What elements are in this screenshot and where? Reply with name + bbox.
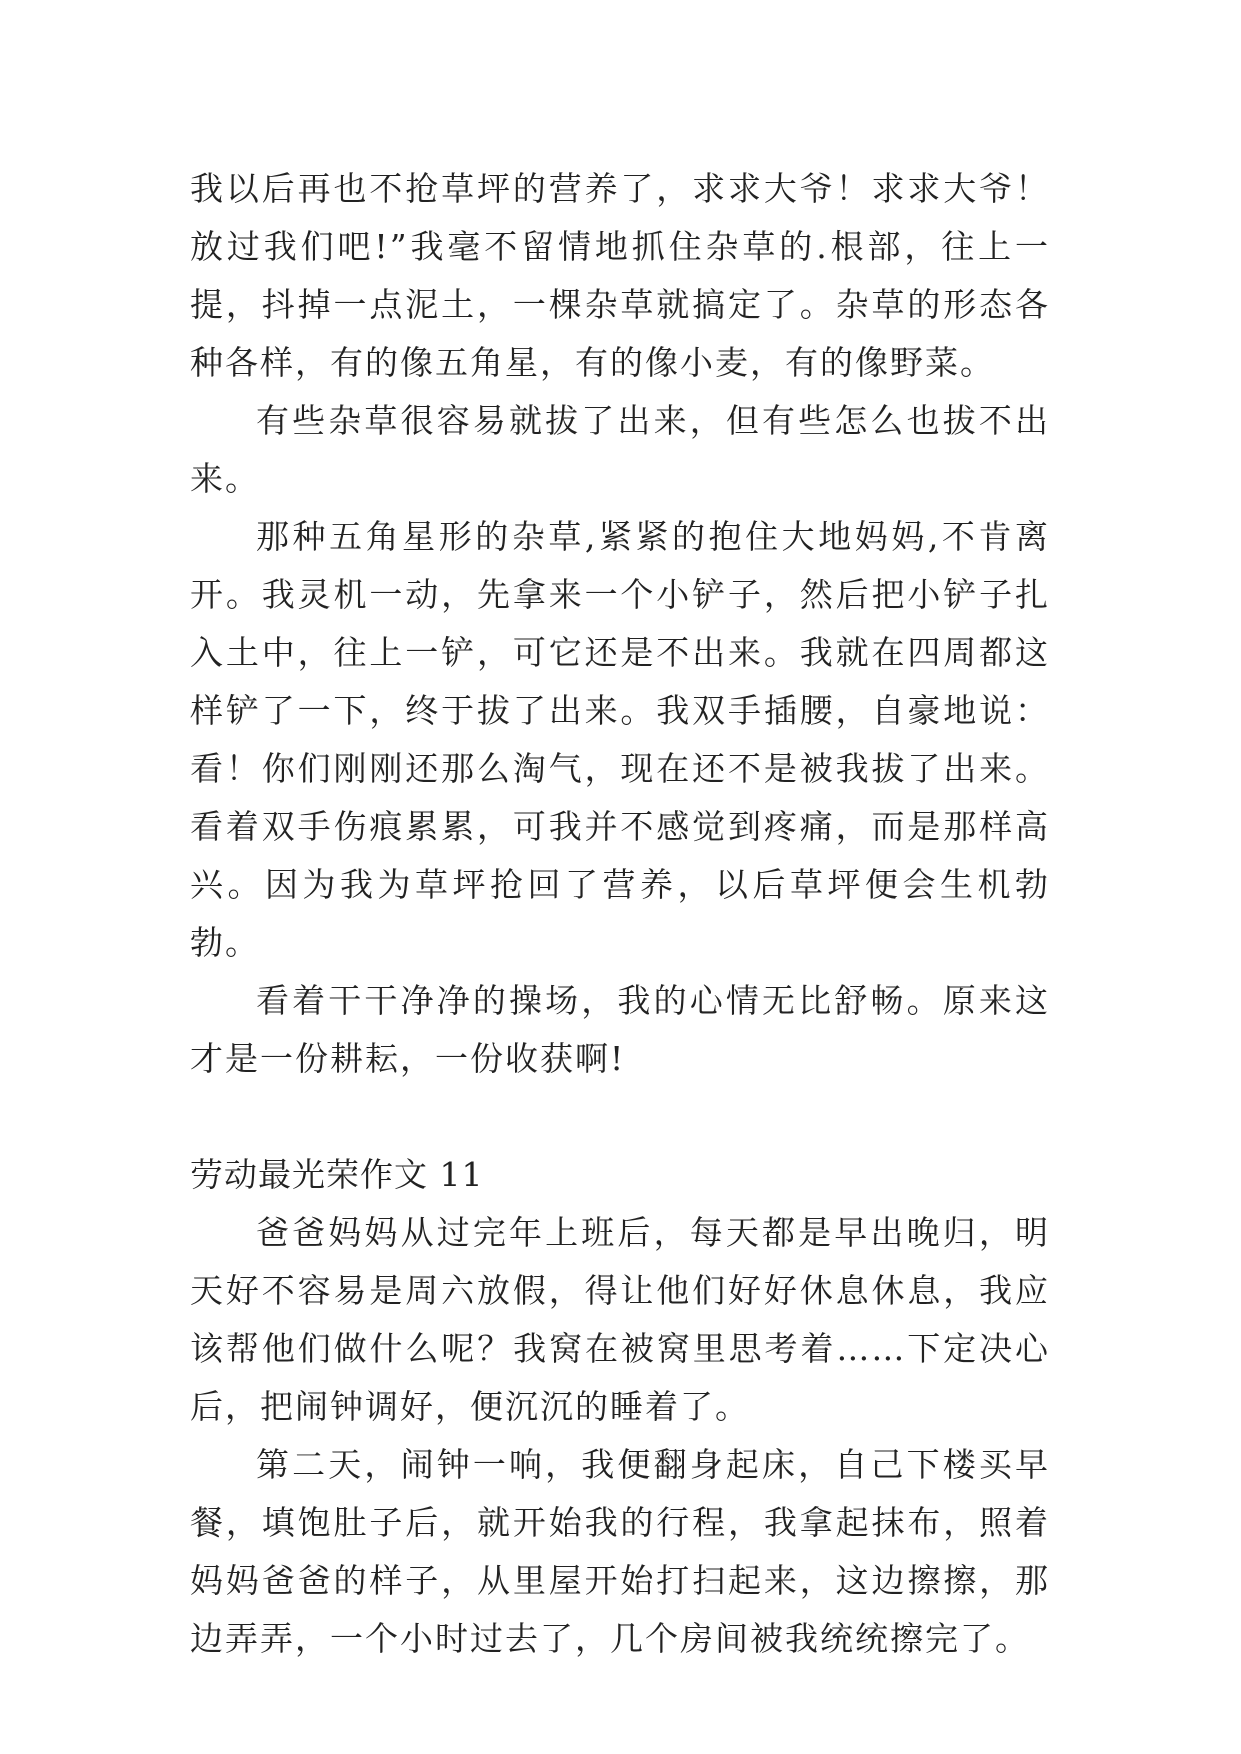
paragraph: 那种五角星形的杂草,紧紧的抱住大地妈妈,不肯离开。我灵机一动，先拿来一个小铲子，然后把小铲子扎入土中，往上一铲，可它还是不出来。我就在四周都这样铲了一下，终于拔了出来。我双手插腰，自豪地说：看！你们刚刚还那么淘气，现在还不是被我拔了出来。看着双手伤痕累累，可我并不感觉到疼痛，而是那样高兴。因为我为草坪抢回了营养，以后草坪便会生机勃勃。 (190, 517, 1050, 962)
section-title: 劳动最光荣作文 11 (190, 1155, 484, 1194)
paragraph: 有些杂草很容易就拔了出来，但有些怎么也拔不出来。 (190, 401, 1050, 498)
paragraph-continued: 我以后再也不抢草坪的营养了，求求大爷！求求大爷！放过我们吧!”我毫不留情地抓住杂草的.根部，往上一提，抖掉一点泥土，一棵杂草就搞定了。杂草的形态各种各样，有的像五角星，有的像小麦，有的像野菜。 (190, 169, 1050, 382)
paragraph: 第二天，闹钟一响，我便翻身起床，自己下楼买早餐，填饱肚子后，就开始我的行程，我拿起抹布，照着妈妈爸爸的样子，从里屋开始打扫起来，这边擦擦，那边弄弄，一个小时过去了，几个房间被我统统擦完了。 (190, 1445, 1050, 1658)
paragraph: 爸爸妈妈从过完年上班后，每天都是早出晚归，明天好不容易是周六放假，得让他们好好休息休息，我应该帮他们做什么呢？我窝在被窝里思考着……下定决心后，把闹钟调好，便沉沉的睡着了。 (190, 1213, 1050, 1426)
paragraph: 看着干干净净的操场，我的心情无比舒畅。原来这才是一份耕耘，一份收获啊! (190, 981, 1050, 1078)
document-page (190, 160, 1050, 1668)
